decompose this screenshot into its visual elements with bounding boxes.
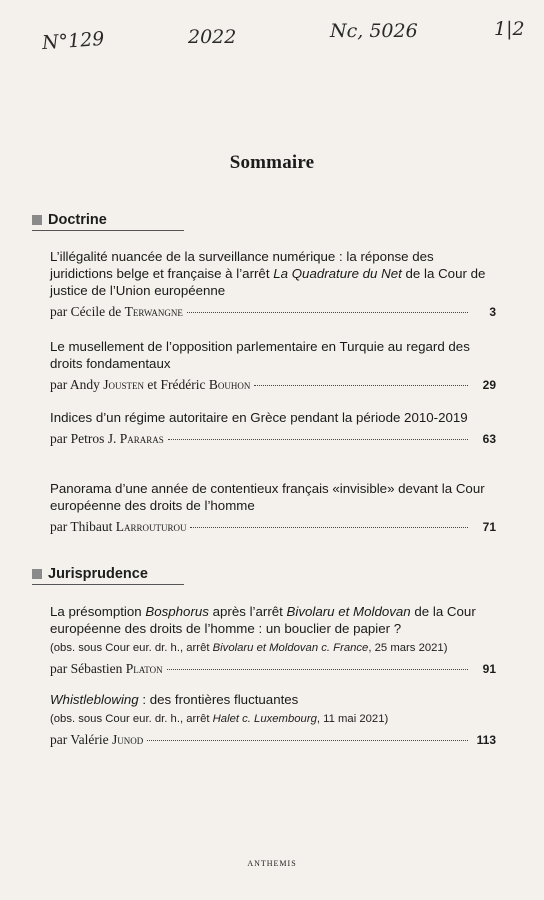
entry-author-row xyxy=(50,519,496,535)
entry-observation: (obs. sous Cour eur. dr. h., arrêt Halet c. Luxembourg, 11 mai 2021) xyxy=(50,713,389,725)
toc-entry[interactable] xyxy=(50,338,496,393)
section-jurisprudence xyxy=(32,566,512,585)
entry-page-number: 113 xyxy=(476,733,496,747)
toc-entry[interactable] xyxy=(50,409,496,447)
entry-author: par Cécile de Terwangne xyxy=(50,304,183,319)
entry-page-number: 63 xyxy=(482,432,496,446)
entry-title: Whistleblowing : des frontières fluctuantes xyxy=(50,692,299,707)
leader-dots xyxy=(168,439,468,440)
entry-author: par Andy Jousten et Frédéric Bouhon xyxy=(50,377,251,392)
entry-author-row xyxy=(50,661,496,677)
entry-title: Panorama d’une année de contentieux français «invisible» devant la Cour européenne des droits de l’homme xyxy=(50,481,485,513)
entry-title: L’illégalité nuancée de la surveillance numérique : la réponse des juridictions belge et française à l’arrêt La Quadrature du Net de la Cour de justice de l’Union européenne xyxy=(50,249,486,298)
handwritten-volume: 1|2 xyxy=(494,18,525,40)
entry-author-row xyxy=(50,732,496,748)
handwritten-year: 2022 xyxy=(188,26,237,48)
toc-entry[interactable] xyxy=(50,248,496,320)
section-heading-jurisprudence xyxy=(32,566,184,585)
entry-author: par Sébastien Platon xyxy=(50,661,163,676)
page-title: Sommaire xyxy=(229,152,315,173)
entry-page-number: 71 xyxy=(482,520,496,534)
leader-dots xyxy=(190,527,468,528)
toc-entry[interactable] xyxy=(50,603,496,677)
entry-title: Indices d’un régime autoritaire en Grèce pendant la période 2010-2019 xyxy=(50,410,468,425)
leader-dots xyxy=(254,385,468,386)
square-bullet-icon xyxy=(32,569,42,579)
entry-observation: (obs. sous Cour eur. dr. h., arrêt Bivolaru et Moldovan c. France, 25 mars 2021) xyxy=(50,642,448,654)
leader-dots xyxy=(167,669,468,670)
square-bullet-icon xyxy=(32,215,42,225)
entry-author-row xyxy=(50,377,496,393)
handwritten-annotations xyxy=(0,16,544,56)
entry-author: par Petros J. Pararas xyxy=(50,431,164,446)
entry-author: par Valérie Junod xyxy=(50,732,144,747)
entry-author-row xyxy=(50,431,496,447)
entry-title: Le musellement de l’opposition parlementaire en Turquie au regard des droits fondamentaux xyxy=(50,339,470,371)
entry-page-number: 91 xyxy=(482,662,496,676)
section-doctrine xyxy=(32,212,512,231)
leader-dots xyxy=(187,312,468,313)
section-heading-label: Doctrine xyxy=(48,212,107,228)
handwritten-number: N°129 xyxy=(41,27,106,55)
section-heading-doctrine xyxy=(32,212,184,231)
toc-entry[interactable] xyxy=(50,691,496,748)
handwritten-reference: Nc, 5026 xyxy=(330,20,418,42)
section-heading-label: Jurisprudence xyxy=(48,566,148,582)
entry-page-number: 29 xyxy=(482,378,496,392)
toc-entry[interactable] xyxy=(50,480,496,535)
leader-dots xyxy=(147,740,468,741)
entry-page-number: 3 xyxy=(489,305,496,319)
entry-author-row xyxy=(50,304,496,320)
publisher-name: ANTHEMIS xyxy=(247,859,297,868)
entry-author: par Thibaut Larrouturou xyxy=(50,519,187,534)
entry-title: La présomption Bosphorus après l’arrêt Bivolaru et Moldovan de la Cour européenne des droits de l’homme : un bouclier de papier ? xyxy=(50,604,476,636)
